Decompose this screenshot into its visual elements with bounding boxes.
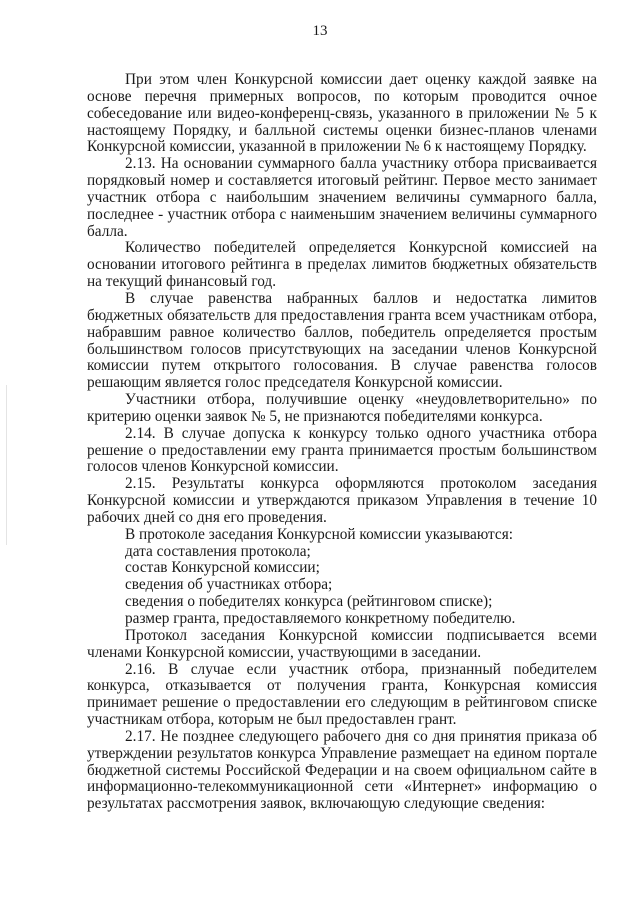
- list-item: сведения о победителях конкурса (рейтинговом списке);: [125, 593, 493, 611]
- scan-margin-mark: [6, 385, 7, 545]
- paragraph-equal-scores: В случае равенства набранных баллов и недостатка лимитов бюджетных обязательств для предоставления гранта всем участникам отбора, набравшим равное количество баллов, победитель определяется простым большинством голосов присутствующих на заседании членов Конкурсной комиссии путем открытого голосования. В случае равенства голосов решающим является голос председателя Конкурсной комиссии.: [87, 289, 597, 392]
- body-text: [87, 72, 597, 813]
- paragraph-protocol-signing: Протокол заседания Конкурсной комиссии подписывается всеми членами Конкурсной комиссии, участвующими в заседании.: [87, 626, 597, 661]
- list-item: размер гранта, предоставляемого конкретному победителю.: [125, 610, 516, 627]
- list-item: сведения об участниках отбора;: [125, 576, 333, 594]
- paragraph-unsatisfactory: Участники отбора, получившие оценку «неудовлетворительно» по критерию оценки заявок № 5, не признаются победителями конкурса.: [87, 391, 597, 425]
- paragraph-2-17: 2.17. Не позднее следующего рабочего дня со дня принятия приказа об утверждении результатов конкурса Управление размещает на едином портале бюджетной системы Российской Федерации и на своем официальном сайте в информационно-телекоммуникационной сети «Интернет» информацию о результатах рассмотрения заявок, включающую следующие сведения:: [87, 727, 597, 813]
- paragraph-2-16: 2.16. В случае если участник отбора, признанный победителем конкурса, отказывается от получения гранта, Конкурсная комиссия принимает решение о предоставлении его следующим в рейтинговом списке участникам отбора, которым не был предоставлен грант.: [87, 660, 597, 729]
- paragraph-2-14: 2.14. В случае допуска к конкурсу только одного участника отбора решение о предоставлении ему гранта принимается простым большинством голосов членов Конкурсной комиссии.: [87, 424, 597, 476]
- page-number: 13: [312, 23, 328, 39]
- paragraph-winners-count: Количество победителей определяется Конкурсной комиссией на основании итогового рейтинга в пределах лимитов бюджетных обязательств на текущий финансовый год.: [87, 239, 597, 291]
- list-item: состав Конкурсной комиссии;: [125, 559, 320, 577]
- list-item: дата составления протокола;: [125, 542, 311, 560]
- paragraph-2-15: 2.15. Результаты конкурса оформляются протоколом заседания Конкурсной комиссии и утверждаются приказом Управления в течение 10 рабочих дней со дня его проведения.: [87, 475, 597, 526]
- paragraph-protocol-contents: В протоколе заседания Конкурсной комиссии указываются:: [125, 525, 514, 543]
- paragraph-evaluation-intro: При этом член Конкурсной комиссии дает оценку каждой заявке на основе перечня примерных вопросов, по которым проводится очное собеседование или видео-конференц-связь, указанного в приложении № 5 к настоящему Порядку, и балльной системы оценки бизнес-планов членами Конкурсной комиссии, указанной в приложении № 6 к настоящему Порядку.: [87, 71, 597, 156]
- paragraph-2-13: 2.13. На основании суммарного балла участнику отбора присваивается порядковый номер и составляется итоговый рейтинг. Первое место занимает участник отбора с наибольшим значением величины суммарного балла, последнее - участник отбора с наименьшим значением величины суммарного балла.: [87, 155, 597, 240]
